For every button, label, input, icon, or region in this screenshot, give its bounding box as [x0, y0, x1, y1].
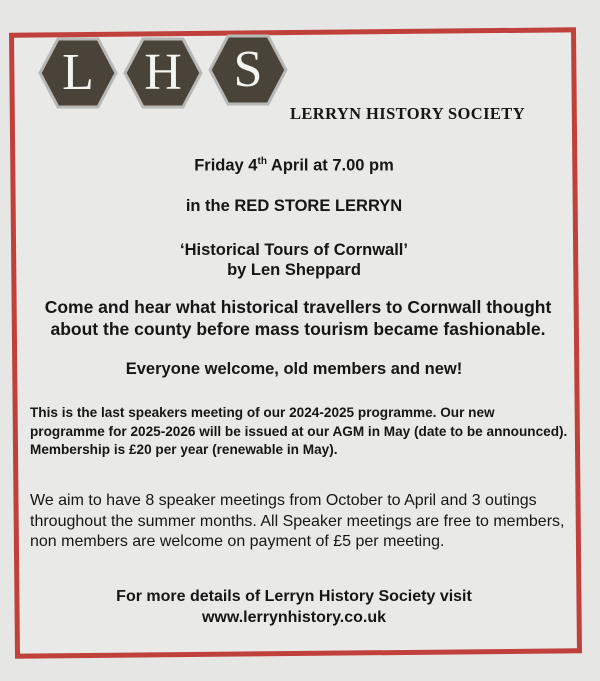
logo-hexagon-s [208, 34, 288, 106]
website-link[interactable]: www.lerrynhistory.co.uk [201, 609, 387, 626]
date-day: Friday 4 [194, 156, 258, 175]
society-name: LERRYN HISTORY SOCIETY [290, 104, 526, 123]
logo-letter: H [144, 44, 182, 101]
lhs-logo [38, 37, 288, 109]
logo-hexagon-l [38, 37, 118, 109]
logo-hexagon-h [123, 37, 203, 109]
more-details-text: For more details of Lerryn History Society visit [116, 588, 472, 605]
intro-text: Come and hear what historical travellers to Cornwall thought about the county before mass tourism became fashionable. [44, 297, 552, 339]
welcome-text: Everyone welcome, old members and new! [125, 360, 463, 378]
date-time: April at 7.00 pm [266, 156, 394, 175]
talk-info [18, 240, 570, 280]
aims-text: We aim to have 8 speaker meetings from October to April and 3 outings throughout the summer months. All Speaker meetings are free to members, non members are welcome on payment of £5 per meeting. [30, 492, 565, 550]
logo-letter: L [62, 44, 94, 101]
event-venue: in the RED STORE LERRYN [185, 197, 403, 215]
event-date [18, 156, 570, 176]
more-details [18, 586, 570, 628]
talk-title: ‘Historical Tours of Cornwall’ [180, 241, 408, 259]
speaker: by Len Sheppard [227, 261, 361, 279]
date-ordinal: th [257, 156, 267, 167]
programme-note: This is the last speakers meeting of our 2024-2025 programme. Our new programme for 2025-2026 will be issued at our AGM in May (date to be announced). Membership is £20 per year (renewable in May). [30, 405, 568, 457]
logo-letter: S [233, 41, 263, 98]
